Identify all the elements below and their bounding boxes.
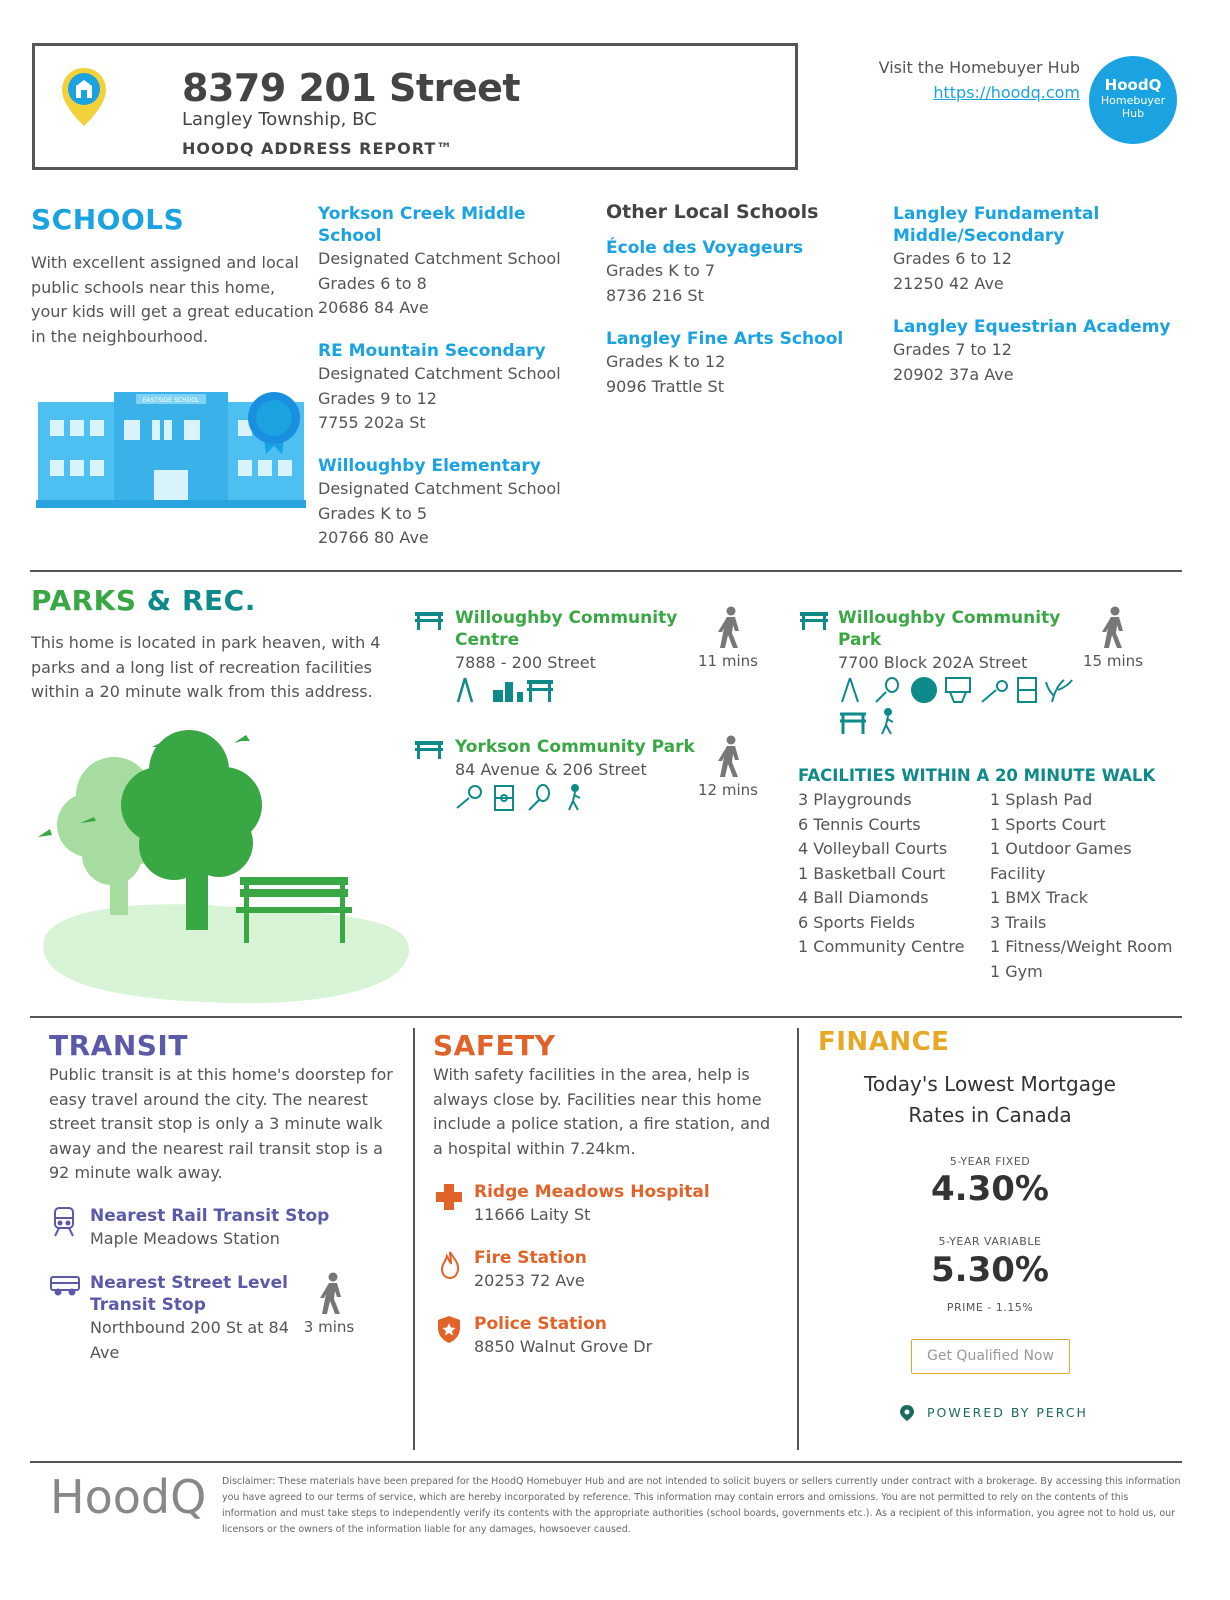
column-divider [797,1028,799,1450]
perch-location-icon [899,1404,915,1426]
park-amenity-icons [455,676,565,708]
facility-item: 1 Sports Court [990,814,1106,834]
school-sign-label: EASTSIDE SCHOOL [142,397,200,404]
school-type: Designated Catchment School [318,249,561,268]
safety-entry [474,1313,764,1360]
facility-item: 1 Splash Pad [990,790,1093,809]
school-grades: Grades K to 5 [318,503,428,523]
facility-item: 1 Basketball Court [798,863,946,883]
facility-item: 1 Gym [990,961,1043,981]
park-entry [455,607,685,676]
walking-person-icon [714,735,744,783]
variable-rate-value: 5.30% [931,1250,1049,1290]
school-entry [318,455,578,551]
report-title: HOODQ ADDRESS REPORT™ [182,139,454,158]
hospital-cross-icon [434,1182,464,1216]
walking-person-icon [1098,606,1128,654]
park-illustration [34,725,414,1014]
school-entry [893,316,1183,387]
bench-icon [799,610,829,636]
homebuyer-hub-badge[interactable] [1089,56,1177,144]
school-name[interactable]: École des Voyageurs [606,238,804,258]
mortgage-heading: Today's Lowest Mortgage Rates in Canada [864,1072,1116,1127]
get-qualified-button[interactable]: Get Qualified Now [911,1339,1070,1374]
hoodq-logo: HoodQ [50,1470,207,1524]
transit-title: TRANSIT [49,1029,188,1062]
parks-title [31,584,256,617]
park-entry [455,736,695,783]
facility-item: 4 Volleyball Courts [798,839,948,858]
walking-person-icon [316,1272,346,1320]
school-address: 9096 Trattle St [606,376,724,396]
safety-address: 20253 72 Ave [474,1271,585,1290]
prime-note: PRIME - 1.15% [946,1301,1034,1314]
facilities-title: FACILITIES WITHIN A 20 MINUTE WALK [798,766,1156,785]
school-entry [606,328,856,399]
parks-title-a: PARKS [31,584,137,617]
section-divider [30,1016,1182,1018]
fixed-rate-value: 4.30% [931,1169,1049,1209]
footer-divider [30,1461,1182,1463]
school-building-illustration [36,380,306,519]
street-transit-stop [90,1272,290,1365]
school-address: 7755 202a St [318,413,426,432]
school-grades: Grades 7 to 12 [893,340,1012,359]
variable-rate-label: 5-YEAR VARIABLE [938,1235,1042,1248]
hub-promo-text: Visit the Homebuyer Hub [878,58,1080,77]
hub-link[interactable]: https://hoodq.com [933,83,1080,102]
facility-item: Facility [990,863,1046,883]
powered-by-perch[interactable]: POWERED BY PERCH [927,1405,1088,1420]
school-entry [893,203,1113,296]
school-name[interactable]: Langley Equestrian Academy [893,317,1171,337]
park-name[interactable]: Yorkson Community Park [455,737,695,757]
walking-person-icon [714,606,744,654]
badge-line2: Hub [1121,107,1145,120]
school-name[interactable]: Yorkson Creek Middle School [318,204,526,246]
park-amenity-icons [455,784,590,816]
school-address: 20902 37a Ave [893,364,1014,384]
park-entry [838,607,1068,676]
fire-icon [439,1250,461,1284]
school-name[interactable]: Langley Fundamental Middle/Secondary [893,204,1100,246]
school-address: 20686 84 Ave [318,298,429,317]
school-address: 21250 42 Ave [893,273,1004,293]
safety-address: 11666 Laity St [474,1205,591,1224]
park-name[interactable]: Willoughby Community Park [838,608,1061,650]
facilities-list-right [990,788,1180,984]
safety-address: 8850 Walnut Grove Dr [474,1337,653,1356]
school-grades: Grades 6 to 12 [893,249,1012,268]
park-address: 84 Avenue & 206 Street [455,760,647,779]
facility-item: 1 BMX Track [990,888,1088,907]
other-schools-title: Other Local Schools [606,201,819,223]
hub-promo [860,58,1080,102]
disclaimer-text: Disclaimer: These materials have been prepared for the HoodQ Homebuyer Hub and are not intended to solicit buyers or sellers currently under contract with a brokerage. By accessing this information you have agreed to our terms of service, which are hereby incorporated by reference. This information may contain errors and omissions. You are not permitted to rely on the contents of this information and must take steps to independently verify its contents with the appropriate authorities (school boards, governments etc.). As a recipient of this information, you agree not to hold us, our licensors or the owners of the information liable for any damages, howsoever caused. [222,1476,1181,1535]
finance-title: FINANCE [818,1027,950,1057]
walk-time: 3 mins [303,1318,355,1336]
facilities-list-left [798,788,983,960]
street-stop-title: Nearest Street Level Transit Stop [90,1273,288,1315]
school-entry [606,237,856,308]
rail-transit-stop [90,1205,370,1252]
school-grades: Grades K to 7 [606,261,716,280]
school-type: Designated Catchment School [318,364,561,383]
facility-item: 6 Sports Fields [798,912,915,932]
facility-item: 3 Trails [990,912,1047,932]
bench-icon [414,610,444,636]
safety-title: SAFETY [433,1029,556,1062]
fixed-rate-label: 5-YEAR FIXED [949,1155,1031,1168]
property-address: 8379 201 Street [182,66,521,110]
parks-title-b: & REC. [146,584,256,617]
badge-line1: Homebuyer [1100,94,1166,107]
park-address: 7700 Block 202A Street [838,653,1028,672]
badge-title: HoodQ [1104,76,1162,94]
facility-item: 4 Ball Diamonds [798,888,929,907]
park-amenity-icons [838,676,1083,742]
walk-time: 12 mins [698,781,758,799]
transit-description: Public transit is at this home's doorstep for easy travel around the city. The nearest street transit stop is only a 3 minute walk away and the nearest rail transit stop is a 92 minute walk away. [49,1065,393,1182]
school-address: 8736 216 St [606,285,704,305]
school-grades: Grades 6 to 8 [318,273,427,293]
safety-name[interactable]: Ridge Meadows Hospital [474,1182,710,1202]
walk-time: 11 mins [698,652,758,670]
facility-item: 1 Fitness/Weight Room [990,937,1173,956]
walk-time: 15 mins [1083,652,1143,670]
safety-name[interactable]: Police Station [474,1314,607,1334]
school-grades: Grades 9 to 12 [318,388,437,408]
bench-icon [414,739,444,765]
schools-description: With excellent assigned and local public schools near this home, your kids will get a great education in the neighbourhood. [31,253,314,346]
schools-title: SCHOOLS [31,203,185,236]
school-name[interactable]: Langley Fine Arts School [606,329,844,349]
school-address: 20766 80 Ave [318,528,429,547]
facility-item: 3 Playgrounds [798,790,912,809]
safety-entry [474,1247,764,1294]
school-entry [318,340,578,436]
bus-icon [49,1274,81,1300]
safety-name[interactable]: Fire Station [474,1248,587,1268]
train-icon [53,1206,75,1242]
facility-item: 1 Outdoor Games [990,839,1132,858]
column-divider [413,1028,415,1450]
school-name[interactable]: Willoughby Elementary [318,456,541,476]
school-entry [318,203,568,321]
facility-item: 1 Community Centre [798,937,965,956]
parks-description: This home is located in park heaven, with 4 parks and a long list of recreation facilities within a 20 minute walk from this address. [31,633,381,701]
facility-item: 6 Tennis Courts [798,814,921,834]
school-type: Designated Catchment School [318,479,561,498]
school-grades: Grades K to 12 [606,352,726,371]
section-divider [30,570,1182,572]
school-name[interactable]: RE Mountain Secondary [318,341,546,361]
rail-stop-name[interactable]: Maple Meadows Station [90,1229,280,1248]
street-stop-name[interactable]: Northbound 200 St at 84 Ave [90,1318,289,1362]
park-address: 7888 - 200 Street [455,653,596,672]
safety-description: With safety facilities in the area, help is always close by. Facilities near this home include a police station, a fire station, and a hospital within 7.24km. [433,1065,771,1158]
location-pin-icon [60,66,108,132]
police-shield-icon [436,1314,462,1348]
safety-entry [474,1181,764,1228]
park-name[interactable]: Willoughby Community Centre [455,608,678,650]
rail-stop-title: Nearest Rail Transit Stop [90,1206,330,1226]
property-city: Langley Township, BC [182,109,377,130]
